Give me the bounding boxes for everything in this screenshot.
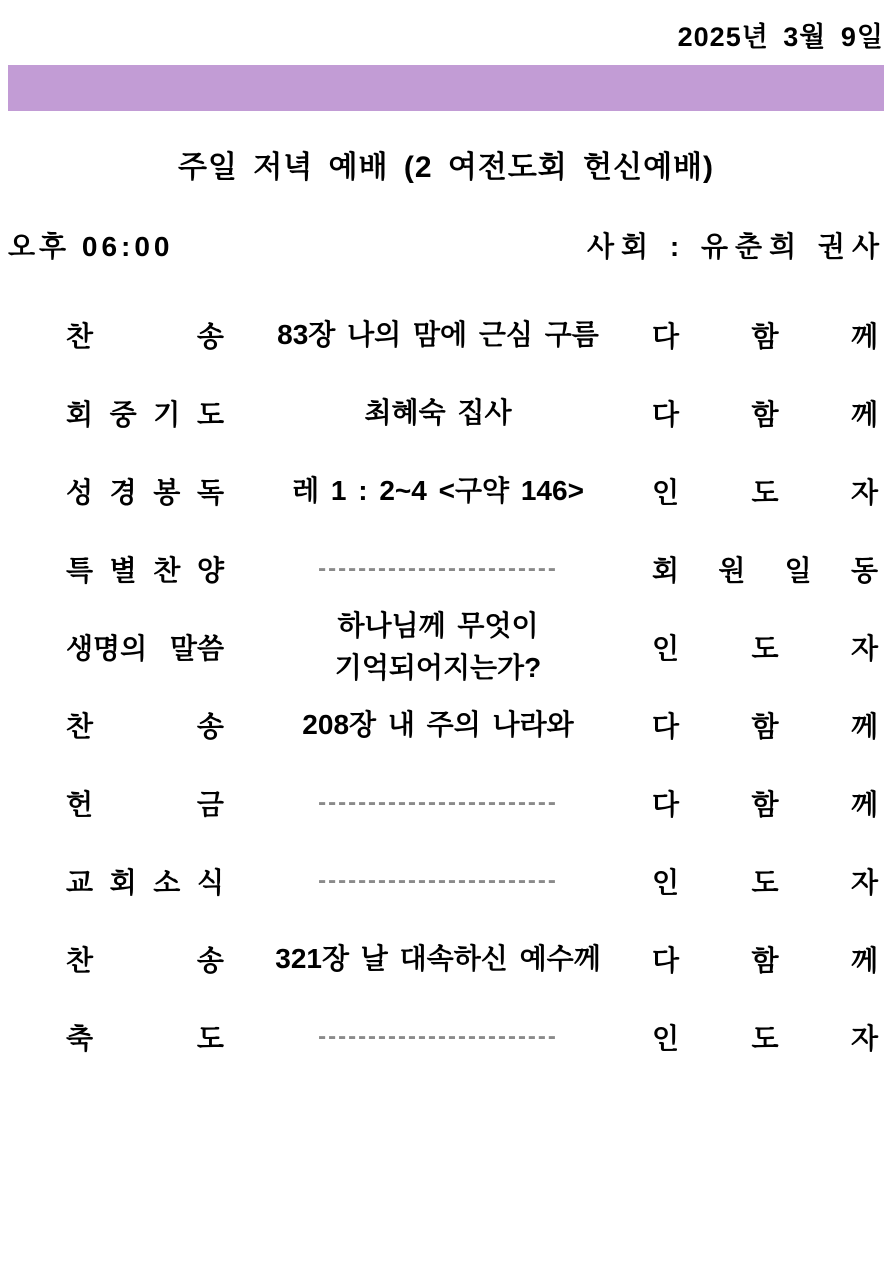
- service-date: 2025년 3월 9일: [677, 22, 884, 52]
- item-label: 찬 송: [66, 945, 224, 976]
- item-content: [232, 605, 644, 689]
- item-person: 다 함 께: [652, 321, 878, 352]
- item-person: 다 함 께: [652, 399, 878, 430]
- item-person: 인 도 자: [652, 633, 878, 664]
- item-content: 208장 내 주의 나라와: [302, 709, 574, 740]
- item-content: 최혜숙 집사: [364, 397, 512, 428]
- order-row-hymn-1: [0, 296, 892, 374]
- order-row-hymn-2: [0, 686, 892, 764]
- item-label: 회 중 기 도: [66, 399, 224, 430]
- item-content: 레 1 : 2~4 <구약 146>: [292, 475, 584, 506]
- item-label: 성 경 봉 독: [66, 477, 224, 508]
- item-content-dashes: ------------------------: [318, 867, 558, 894]
- order-of-worship: [0, 296, 892, 1076]
- item-person: 인 도 자: [652, 1023, 878, 1054]
- service-presider: 사회 : 유춘희 권사: [587, 231, 886, 262]
- order-row-congregational-prayer: [0, 374, 892, 452]
- order-row-announcements: [0, 842, 892, 920]
- item-label: 헌 금: [66, 789, 224, 820]
- item-person: 다 함 께: [652, 789, 878, 820]
- item-content-dashes: ------------------------: [318, 555, 558, 582]
- service-title: 주일 저녁 예배 (2 여전도회 헌신예배): [177, 151, 715, 184]
- item-label: 특 별 찬 양: [66, 555, 224, 586]
- order-row-sermon: [0, 608, 892, 686]
- item-person: 인 도 자: [652, 477, 878, 508]
- item-person: 회 원 일 동: [652, 555, 878, 586]
- service-meta: [8, 231, 886, 263]
- order-row-hymn-3: [0, 920, 892, 998]
- sermon-title-line-1: 하나님께 무엇이: [337, 610, 539, 641]
- item-label: 축 도: [66, 1023, 224, 1054]
- order-row-special-praise: [0, 530, 892, 608]
- item-person: 다 함 께: [652, 945, 878, 976]
- bulletin-page: [0, 22, 892, 1076]
- order-row-benediction: [0, 998, 892, 1076]
- item-person: 인 도 자: [652, 867, 878, 898]
- item-label: 찬 송: [66, 711, 224, 742]
- item-content-dashes: ------------------------: [318, 1023, 558, 1050]
- service-time: 오후 06:00: [8, 231, 174, 262]
- item-label: 교 회 소 식: [66, 867, 224, 898]
- purple-banner: [8, 65, 884, 111]
- item-content: 83장 나의 맘에 근심 구름: [277, 319, 599, 350]
- order-row-offering: [0, 764, 892, 842]
- item-content: 321장 날 대속하신 예수께: [275, 943, 601, 974]
- sermon-title-line-2: 기억되어지는가?: [334, 652, 542, 683]
- item-label: 생명의 말씀: [66, 633, 224, 664]
- order-row-scripture-reading: [0, 452, 892, 530]
- item-label: 찬 송: [66, 321, 224, 352]
- item-content-dashes: ------------------------: [318, 789, 558, 816]
- item-person: 다 함 께: [652, 711, 878, 742]
